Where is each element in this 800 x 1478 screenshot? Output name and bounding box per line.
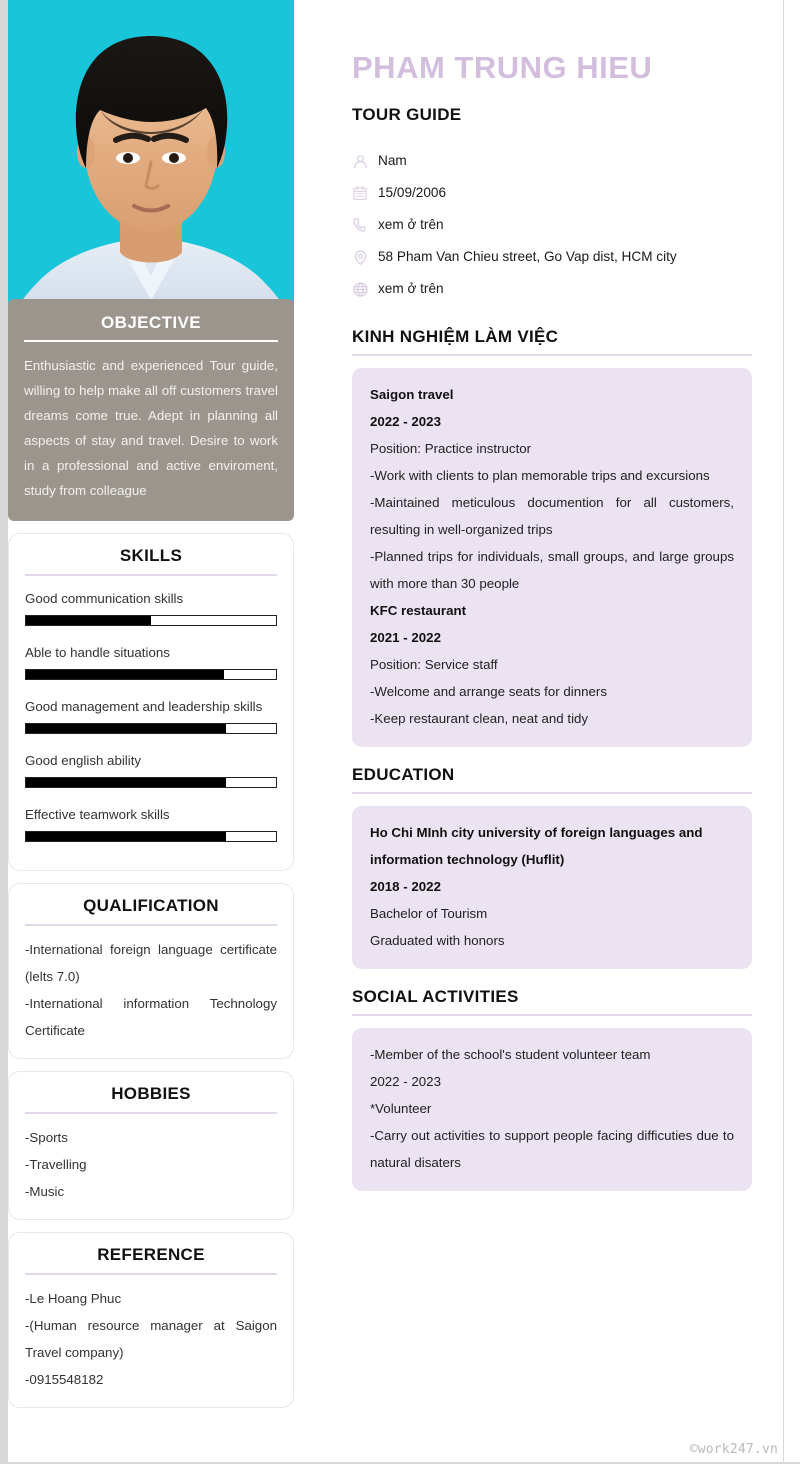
contact-list — [352, 125, 752, 305]
social-activities-section — [352, 987, 752, 1191]
experience-bullet: -Maintained meticulous documention for all customers, resulting in well-organized trips — [370, 495, 734, 537]
experience-panel — [352, 368, 752, 747]
skill-progress-bar — [25, 615, 277, 626]
contact-text: 58 Pham Van Chieu street, Go Vap dist, HCM city — [378, 249, 677, 264]
objective-body: Enthusiastic and experienced Tour guide, willing to help make all off customers travel dreams come true. Adept in planning all aspects of stay and travel. Desire to work in a professional and active enviroment, study from colleague — [24, 358, 278, 498]
objective-title: OBJECTIVE — [101, 313, 201, 332]
social-heading: SOCIAL ACTIVITIES — [352, 987, 519, 1006]
reference-card — [8, 1232, 294, 1408]
hobby-item: -Music — [25, 1184, 65, 1199]
bottom-edge-strip — [0, 1462, 800, 1464]
globe-icon — [352, 281, 378, 298]
experience-bullet: -Keep restaurant clean, neat and tidy — [370, 711, 589, 726]
skill-progress-bar — [25, 723, 277, 734]
objective-card — [8, 299, 294, 521]
qualification-line: -International foreign language certificate (lelts 7.0) — [25, 942, 277, 984]
skills-title: SKILLS — [119, 546, 183, 565]
skill-item — [25, 694, 277, 734]
experience-bullet: -Welcome and arrange seats for dinners — [370, 684, 608, 699]
hobbies-divider — [25, 1112, 277, 1114]
skill-progress-bar — [25, 831, 277, 842]
sidebar — [8, 0, 294, 1408]
skill-label: Good management and leadership skills — [25, 699, 263, 714]
reference-divider — [25, 1273, 277, 1275]
objective-divider — [24, 340, 278, 342]
experience-bullet: -Planned trips for individuals, small groups, and large groups with more than 30 people — [370, 549, 734, 591]
left-edge-strip — [0, 0, 8, 1462]
experience-period: 2021 - 2022 — [370, 630, 441, 645]
contact-text: xem ở trên — [378, 217, 444, 232]
skill-label: Able to handle situations — [25, 645, 170, 660]
phone-icon — [352, 217, 378, 234]
skill-item — [25, 748, 277, 788]
education-note: Graduated with honors — [370, 933, 505, 948]
location-pin-icon — [352, 249, 378, 266]
skill-item — [25, 802, 277, 842]
social-panel — [352, 1028, 752, 1191]
contact-text: xem ở trên — [378, 281, 444, 296]
reference-phone: -0915548182 — [25, 1372, 104, 1387]
skill-progress-bar — [25, 777, 277, 788]
contact-row-website — [352, 273, 752, 305]
experience-divider — [352, 354, 752, 356]
reference-title: REFERENCE — [97, 1245, 205, 1264]
job-title: TOUR GUIDE — [352, 105, 462, 124]
education-period: 2018 - 2022 — [370, 879, 441, 894]
contact-row-phone — [352, 209, 752, 241]
social-line: 2022 - 2023 — [370, 1074, 441, 1089]
experience-bullet: -Work with clients to plan memorable trips and excursions — [370, 468, 710, 483]
experience-company: KFC restaurant — [370, 603, 467, 618]
reference-name: -Le Hoang Phuc — [25, 1291, 122, 1306]
social-divider — [352, 1014, 752, 1016]
education-divider — [352, 792, 752, 794]
experience-position: Position: Service staff — [370, 657, 498, 672]
hobby-item: -Sports — [25, 1130, 68, 1145]
skills-card — [8, 533, 294, 871]
qualification-title: QUALIFICATION — [83, 896, 219, 915]
social-line: -Member of the school's student volunteer team — [370, 1047, 651, 1062]
right-edge-strip — [783, 0, 784, 1462]
social-line: -Carry out activities to support people facing difficuties due to natural disaters — [370, 1128, 734, 1170]
watermark: ©work247.vn — [689, 1442, 778, 1457]
skill-label: Effective teamwork skills — [25, 807, 170, 822]
experience-position: Position: Practice instructor — [370, 441, 532, 456]
person-icon — [352, 153, 378, 170]
contact-text: Nam — [378, 153, 407, 168]
qualification-line: -International information Technology Certificate — [25, 996, 277, 1038]
hobbies-title: HOBBIES — [111, 1084, 191, 1103]
hobby-item: -Travelling — [25, 1157, 87, 1172]
main-content — [352, 0, 752, 1191]
social-line: *Volunteer — [370, 1101, 432, 1116]
contact-text: 15/09/2006 — [378, 185, 447, 200]
skill-item — [25, 640, 277, 680]
education-school: Ho Chi MInh city university of foreign languages and information technology (Huflit) — [370, 825, 703, 867]
qualification-divider — [25, 924, 277, 926]
skill-progress-bar — [25, 669, 277, 680]
calendar-icon — [352, 185, 378, 201]
education-section — [352, 765, 752, 969]
candidate-name: PHAM TRUNG HIEU — [352, 50, 653, 85]
skill-label: Good communication skills — [25, 591, 184, 606]
contact-row-address — [352, 241, 752, 273]
hobbies-card — [8, 1071, 294, 1220]
profile-photo — [8, 0, 294, 322]
skill-item — [25, 586, 277, 626]
experience-section — [352, 327, 752, 747]
experience-company: Saigon travel — [370, 387, 454, 402]
contact-row-gender — [352, 145, 752, 177]
experience-period: 2022 - 2023 — [370, 414, 441, 429]
education-heading: EDUCATION — [352, 765, 455, 784]
skills-divider — [25, 574, 277, 576]
experience-heading: KINH NGHIỆM LÀM VIỆC — [352, 327, 559, 346]
qualification-card — [8, 883, 294, 1059]
reference-role: -(Human resource manager at Saigon Travel company) — [25, 1318, 277, 1360]
skill-label: Good english ability — [25, 753, 142, 768]
education-panel — [352, 806, 752, 969]
education-degree: Bachelor of Tourism — [370, 906, 488, 921]
contact-row-birthdate — [352, 177, 752, 209]
